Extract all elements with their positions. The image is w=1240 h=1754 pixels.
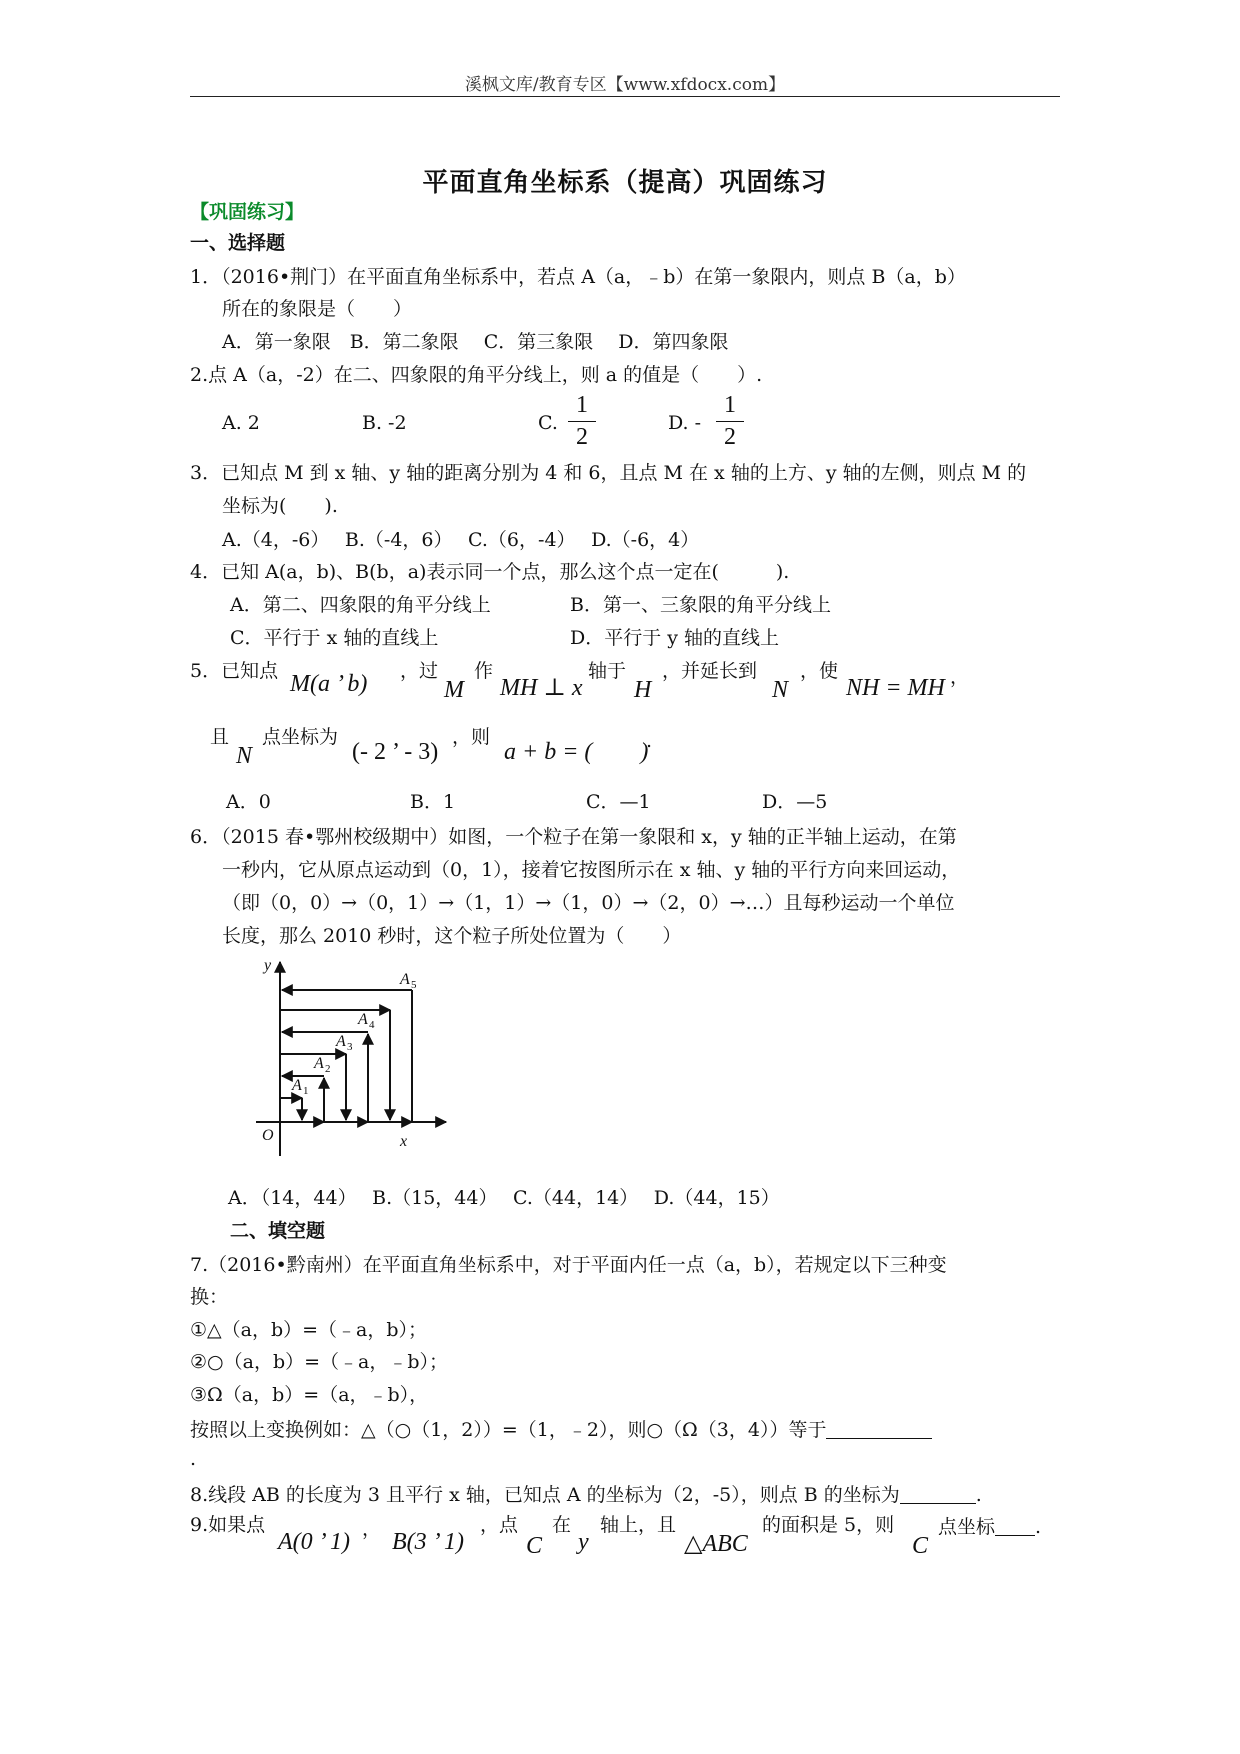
subscript-2: 2 [325, 1063, 331, 1075]
q2-option-c: C. [538, 412, 558, 434]
q4-option-a: A．第二、四象限的角平分线上 [230, 594, 491, 616]
q5-text-6: ，使 [800, 660, 839, 682]
q9-triangle: △ABC [684, 1531, 748, 1557]
q2-option-d: D. - [668, 412, 702, 434]
q8-text: 8.线段 AB 的长度为 3 且平行 x 轴，已知点 A 的坐标为（2，-5），则点 B 的坐标为 [190, 1484, 900, 1506]
q2-stem: 2.点 A（a，-2）在二、四象限的角平分线上，则 a 的值是（ ）. [190, 364, 763, 386]
q6-line3: （即（0，0）→（0，1）→（1，1）→（1，0）→（2，0）→…）且每秒运动一个单位 [222, 892, 955, 914]
q9-c2: C [912, 1533, 929, 1559]
q2-option-b: B. -2 [362, 412, 407, 434]
q4-option-d: D．平行于 y 轴的直线上 [570, 627, 780, 649]
q5-dot: . [646, 730, 653, 752]
q5-coordinate: (- 2 ’ - 3) [352, 739, 439, 765]
q5-line2-text-2: 点坐标为 [262, 726, 339, 748]
q9-end: . [1035, 1516, 1042, 1538]
subscript-5: 5 [411, 979, 417, 991]
point-a4-label: A [358, 1011, 368, 1028]
q4-stem: 4．已知 A(a，b)、B(b，a)表示同一个点，那么这个点一定在( ). [190, 561, 790, 583]
origin-label: O [262, 1127, 274, 1144]
q5-text-2: ，过 [400, 660, 439, 682]
q7-rule2: ②○（a，b）=（﹣a，﹣b）； [190, 1351, 449, 1373]
page-header: 溪枫文库/教育专区【www.xfdocx.com】 [464, 75, 786, 95]
fraction-numerator: 1 [576, 392, 588, 418]
q7-answer-blank[interactable] [826, 1419, 932, 1439]
q1-line1: 1．（2016•荆门）在平面直角坐标系中，若点 A（a，﹣b）在第一象限内，则点 B（a，b） [190, 266, 966, 288]
q5-equation: NH = MH [846, 675, 945, 701]
q9-text-2: ，点 [480, 1514, 519, 1536]
q5-line2-text-3: ，则 [452, 726, 491, 748]
q7-rule3: ③Ω（a，b）=（a，﹣b）， [190, 1384, 429, 1406]
q7-rule1: ①△（a，b）=（﹣a，b）； [190, 1319, 428, 1341]
q8-answer-blank[interactable] [900, 1484, 976, 1504]
subscript-1: 1 [303, 1085, 309, 1097]
q5-h: H [634, 677, 652, 703]
q4-option-b: B．第一、三象限的角平分线上 [570, 594, 831, 616]
point-a5-label: A [400, 971, 410, 988]
section-tag: 【巩固练习】 [190, 201, 305, 223]
fraction-denominator: 2 [576, 424, 588, 450]
q5-sum: a + b = ( ) [504, 739, 649, 765]
section-choice-heading: 一、选择题 [190, 232, 286, 254]
q5-n: N [772, 677, 789, 703]
q2-fraction-c [568, 392, 596, 451]
q9-text-5: 的面积是 5，则 [762, 1514, 895, 1536]
y-axis-label: y [264, 957, 272, 974]
q2-fraction-d [716, 392, 744, 451]
q7-line6 [190, 1419, 932, 1440]
q5-text-4: 轴于 [588, 660, 627, 682]
subscript-3: 3 [347, 1041, 353, 1053]
q4-option-c: C．平行于 x 轴的直线上 [230, 627, 439, 649]
q9-text-4: 轴上，且 [600, 1514, 677, 1536]
q5-n2: N [236, 743, 253, 769]
q9-text-6: 点坐标 [938, 1516, 996, 1538]
q9-text-3: 在 [552, 1514, 572, 1536]
point-a3-label: A [336, 1033, 346, 1050]
q9-y: y [578, 1529, 589, 1555]
x-axis-label: x [400, 1133, 408, 1150]
section-fill-heading: 二、填空题 [230, 1220, 326, 1242]
q9-point-b: B(3 ’ 1) [392, 1529, 464, 1555]
q5-perp: MH ⊥ x [500, 675, 583, 701]
q9-answer-blank[interactable] [995, 1516, 1035, 1536]
q6-line2: 一秒内，它从原点运动到（0，1），接着它按图所示在 x 轴、y 轴的平行方向来回运动， [222, 859, 961, 881]
subscript-4: 4 [369, 1019, 375, 1031]
q8-end: . [975, 1484, 982, 1506]
q9-point-a: A(0 ’ 1) [278, 1529, 350, 1555]
q3-line2: 坐标为( ). [222, 495, 338, 517]
q6-line4: 长度，那么 2010 秒时，这个粒子所处位置为（ ） [222, 925, 682, 947]
q8-line [190, 1484, 982, 1505]
q5-option-b: B．1 [410, 791, 456, 813]
q5-m: M [444, 677, 464, 703]
q6-options: A．（14，44） B.（15，44） C.（44，14） D.（44，15） [228, 1187, 780, 1209]
fraction-denominator: 2 [724, 424, 736, 450]
q1-options: A．第一象限 B．第二象限 C．第三象限 D．第四象限 [222, 331, 729, 353]
q9-c: C [526, 1533, 543, 1559]
q5-text-7: ， [950, 666, 970, 688]
q5-line2-text-1: 且 [210, 726, 230, 748]
q1-line2: 所在的象限是（ ） [222, 298, 413, 320]
q5-option-d: D．—5 [762, 791, 828, 813]
q3-line1: 3．已知点 M 到 x 轴、y 轴的距离分别为 4 和 6，且点 M 在 x 轴的上方、y 轴的左侧，则点 M 的 [190, 462, 1027, 484]
point-a1-label: A [292, 1077, 302, 1094]
fraction-numerator: 1 [724, 392, 736, 418]
q2-option-a: A. 2 [222, 412, 260, 434]
q7-example-text: 按照以上变换例如：△（○（1，2））=（1，﹣2），则○（Ω（3，4））等于 [190, 1419, 827, 1441]
q7-line1: 7.（2016•黔南州）在平面直角坐标系中，对于平面内任一点（a，b），若规定以下三种变 [190, 1254, 947, 1276]
q7-line2: 换： [190, 1286, 229, 1308]
q9-comma: ， [362, 1518, 382, 1540]
q3-options: A.（4，-6） B.（-4，6） C.（6，-4） D.（-6，4） [222, 529, 700, 551]
q5-option-a: A．0 [226, 791, 271, 813]
q6-line1: 6．（2015 春•鄂州校级期中）如图，一个粒子在第一象限和 x，y 轴的正半轴上运动，在第 [190, 826, 957, 848]
q6-particle-figure [250, 950, 460, 1160]
q5-text-1: 5．已知点 [190, 660, 279, 682]
document-title: 平面直角坐标系（提高）巩固练习 [422, 168, 828, 198]
q5-option-c: C．—1 [586, 791, 651, 813]
point-a2-label: A [314, 1055, 324, 1072]
q9-text-1: 9.如果点 [190, 1514, 266, 1536]
header-divider [190, 96, 1060, 97]
q5-point-m: M(a ’ b) [290, 671, 368, 697]
q9-tail [938, 1516, 1041, 1537]
q7-line7: . [190, 1448, 197, 1470]
q5-text-5: ，并延长到 [662, 660, 758, 682]
q5-text-3: 作 [474, 660, 494, 682]
